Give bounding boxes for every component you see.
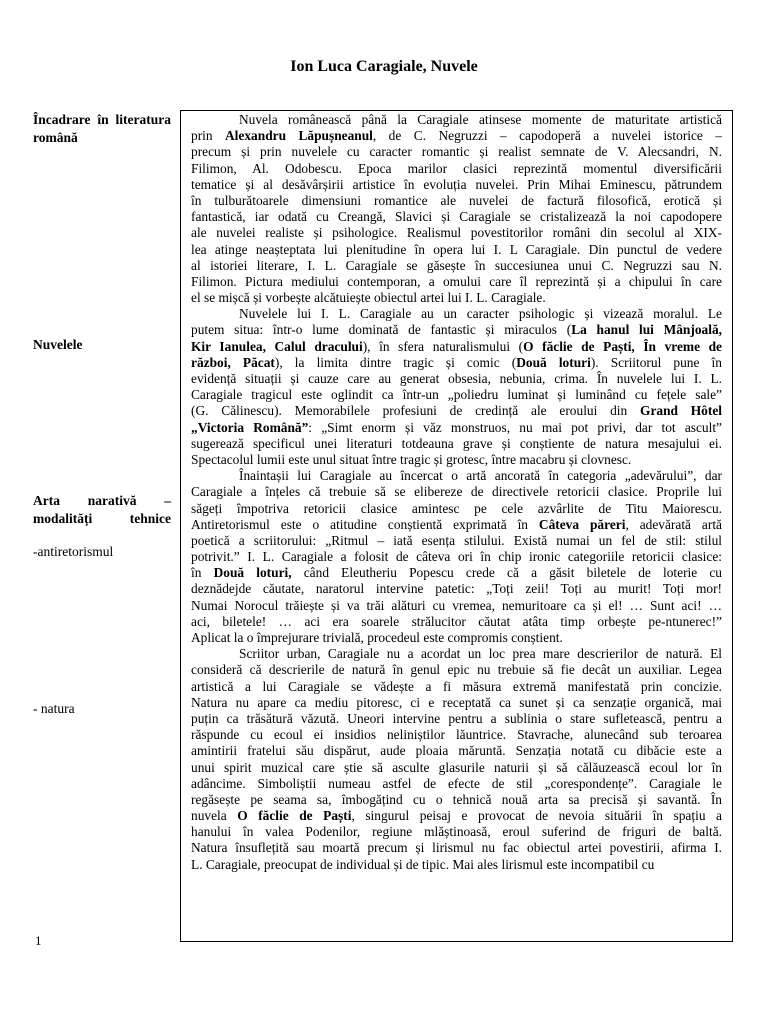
text-run: el se mișcă și vorbește alcătuiește obiectul artei lui I. L. Caragiale. [191, 290, 546, 306]
text-run: Natura nu apare ca mediu pitoresc, ci e receptată ca sunet și ca senzație organică, mai [191, 694, 722, 710]
text-line [191, 403, 722, 419]
margin-note-arta-narativa: Arta narativă – modalități tehnice [33, 493, 171, 526]
text-line [191, 371, 722, 387]
text-run: sugerează specificul unei literaturi totdeauna grave și conștiente de natura mesajului ei. [191, 435, 722, 451]
text-run: : „Simt enorm și văz monstruos, nu mai pot privi, dar tot ascult” [308, 419, 722, 435]
text-run: (G. Călinescu). Memorabilele profesiuni de credință ale eroului din [191, 403, 641, 419]
text-line [191, 533, 722, 549]
text-run: Înaintașii lui Caragiale au încercat o artă ancorată în categoria „adevărului”, dar [239, 468, 722, 484]
bold-text: Două loturi, [213, 565, 292, 581]
page-number: 1 [35, 933, 42, 948]
text-run: consideră că descrierile de natură în genul epic nu trebuie să fie decât un auxiliar. Legea [191, 662, 722, 678]
text-run: Nuvela românească până la Caragiale atinsese momente de maturitate artistică [239, 112, 722, 127]
bold-text: război, Păcat [191, 354, 275, 370]
text-run: când Eleutheriu Popescu crede că a găsit biletele de loterie cu [291, 565, 722, 581]
text-line [191, 501, 722, 517]
text-line [191, 549, 722, 565]
text-run: fantastică, iar odată cu Creangă, Slavici și Caragiale se cristalizează la noi capodopere [191, 209, 722, 225]
text-line [191, 857, 722, 873]
text-line [191, 339, 722, 355]
text-run: adâncime. Simboliștii numeau astfel de efecte de stil „corespondențe”. Caragiale le [191, 775, 722, 791]
text-run: Aplicat la o împrejurare trivială, procedeul este compromis conștient. [191, 630, 563, 645]
bold-text: Două loturi [516, 354, 591, 370]
text-line [191, 743, 722, 759]
paragraph [191, 111, 722, 306]
text-line [191, 760, 722, 776]
text-run: aci, biletele! … aci era soarele strălucitor căutat atâta timp orbește pe-ntunerec!” [191, 613, 722, 629]
text-line [191, 322, 722, 338]
text-run: săgeți împotriva retoricii clasice amintesc pe cele azvârlite de Titu Maiorescu. [191, 500, 722, 516]
text-line [191, 242, 722, 258]
text-line [191, 727, 722, 743]
text-line [191, 387, 722, 403]
bold-text: La hanul lui Mânjoală, [571, 322, 722, 338]
text-line [191, 420, 722, 436]
text-run: unui spirit muzical care știe să asculte glasurile naturii și să călăuzească ecoul lor în [191, 759, 722, 775]
text-run: artistică a lui Caragiale se vădește a fi măsura extremă manifestată prin concizie. [191, 678, 722, 694]
bold-text: Câteva păreri [538, 516, 626, 532]
text-run: răspunde cu ecoul ei insidios neliniștilor lăuntrice. Stavrache, alunecând sub teroarea [191, 727, 722, 743]
text-run: tematice și al desăvârșirii artistice în evoluția nuvelei. Prin Mihai Eminescu, pătrundem [191, 176, 722, 192]
text-run: prin [191, 128, 226, 144]
text-line [191, 225, 722, 241]
margin-note-antiretorismul: -antiretorismul [33, 544, 114, 559]
text-run: ale nuvelei realiste și psihologice. Realismul povestitorilor români din secolul al XIX- [191, 225, 722, 241]
bold-text: O făclie de Paști [237, 808, 352, 824]
margin-note-nuvelele: Nuvelele [33, 337, 83, 352]
text-line [191, 646, 722, 662]
text-run: Natura însuflețită sau moartă precum și lirismul nu fac obiectul artei povestirii, afirma I. [191, 840, 722, 856]
text-line [191, 840, 722, 856]
text-run: în [191, 565, 214, 581]
text-run: hanului în valea Podenilor, regiune mlăștinoasă, eroul suferind de friguri de baltă. [191, 824, 722, 840]
text-line [191, 711, 722, 727]
text-line [191, 679, 722, 695]
text-run: Filimon. Pictura mediului contemporan, a omului care îl reprezintă și a chipului în care [191, 273, 722, 289]
text-line [191, 808, 722, 824]
text-run: ), la limita dintre tragic și comic ( [274, 354, 517, 370]
bold-text: Alexandru Lăpușneanul [225, 128, 373, 144]
text-line [191, 193, 722, 209]
bold-text: „Victoria Română” [191, 419, 309, 435]
text-run: puțin ca trăsătură văzută. Uneori intervine pentru a sublinia o stare sufletească, pentru a [191, 710, 722, 726]
content-box [180, 110, 733, 942]
text-run: evidență situații și cauze care au generat obsesia, nebunia, crima. În nuvelele lui I. L. [191, 371, 722, 386]
text-line [191, 290, 722, 306]
text-run: Spectacolul lumii este unul situat între tragic și grotesc, între macabru și clovnesc. [191, 451, 632, 467]
text-run: Nuvelele lui I. L. Caragiale au un caracter psihologic și vizează moralul. Le [239, 306, 722, 322]
text-run: în tulburătoarele dimensiuni romantice ale nuvelei de factură filosofică, erotică și [191, 192, 722, 208]
text-line [191, 598, 722, 614]
text-line [191, 436, 722, 452]
text-run: Caragiale a înțeles că trebuie să se elibereze de directivele retoricii clasice. Proprile lui [191, 484, 722, 500]
text-line [191, 355, 722, 371]
text-line [191, 614, 722, 630]
text-run: Filimon, Al. Odobescu. Epoca marilor clasici reprezintă momentul diversificării [191, 160, 722, 176]
text-run: nuvela [191, 808, 238, 824]
bold-text: Grand Hôtel [640, 403, 722, 419]
text-run: , adevărată artă [625, 516, 722, 532]
text-run: amintirii fratelui său dispărut, aude ploaia măruntă. Senzația notată cu dibăcie este a [191, 743, 722, 759]
text-line [191, 484, 722, 500]
text-run: poetică a scriitorului: „Ritmul – iată esența stilului. Există numai un fel de stil: stilul [191, 532, 722, 548]
text-run: L. Caragiale, preocupat de individual și de tipic. Mai ales lirismul este incompatibil cu [191, 856, 655, 872]
text-line [191, 144, 722, 160]
text-run: , de C. Negruzzi – capodoperă a nuvelei istorice – [372, 128, 722, 144]
text-line [191, 630, 722, 646]
text-line [191, 209, 722, 225]
text-run: Numai Norocul trăiește și va trăi alături cu vremea, nemuritoare ca și el! … Sunt aci! … [191, 597, 722, 613]
text-run: putem situa: într-o lume dominată de fantastic și miraculos ( [191, 322, 572, 338]
text-run: Antiretorismul este o atitudine conștientă exprimată în [191, 516, 539, 532]
text-line [191, 468, 722, 484]
text-line [191, 565, 722, 581]
text-run: potrivit.” I. L. Caragiale a folosit de câteva ori în chip ironic categoriile retoricii clasice: [191, 549, 722, 565]
text-run: ), în sfera naturalismului ( [362, 338, 524, 354]
margin-note-natura: - natura [33, 701, 75, 716]
paragraph [191, 646, 722, 873]
text-line [191, 306, 722, 322]
text-line [191, 128, 722, 144]
text-run: precum și prin nuvelele cu caracter romantic și realist semnate de V. Alecsandri, N. [191, 144, 722, 160]
text-line [191, 581, 722, 597]
paragraph [191, 468, 722, 646]
text-run: regăsește pe seama sa, îmbogățind cu o tehnică nouă arta sa precisă și savantă. În [191, 791, 722, 807]
bold-text: Kir Ianulea, Calul dracului [191, 338, 363, 354]
text-line [191, 112, 722, 128]
margin-note-incadrare: Încadrare în literatura română [33, 112, 171, 145]
text-line [191, 792, 722, 808]
text-run: Scriitor urban, Caragiale nu a acordat un loc prea mare descrierilor de natură. El [239, 646, 722, 662]
text-line [191, 662, 722, 678]
document-title: Ion Luca Caragiale, Nuvele [290, 58, 478, 75]
text-run: ). Scriitorul pune în [590, 354, 722, 370]
text-run: , singurul peisaj e provocat de nevoia situării în spațiu a [351, 808, 722, 824]
text-line [191, 258, 722, 274]
paragraph [191, 306, 722, 468]
text-line [191, 452, 722, 468]
text-run: lea atinge neașteptata lui plenitudine în opera lui I. L Caragiale. Din punctul de vedere [191, 241, 722, 257]
text-line [191, 517, 722, 533]
text-line [191, 824, 722, 840]
text-line [191, 776, 722, 792]
text-run: al istoriei literare, I. L. Caragiale se găsește în succesiunea unui C. Negruzzi sau N. [191, 257, 722, 273]
text-run: deznădejde căutate, naratorul intervine patetic: „Toți zeii! Toți au murit! Toți mor! [191, 581, 722, 597]
text-run: Caragiale tragicul este oglindit ca într-un „poliedru luminat și luminând cu fețele sale” [191, 387, 722, 403]
text-line [191, 274, 722, 290]
text-line [191, 161, 722, 177]
bold-text: O făclie de Paști, În vreme de [523, 338, 722, 354]
text-line [191, 177, 722, 193]
text-line [191, 695, 722, 711]
